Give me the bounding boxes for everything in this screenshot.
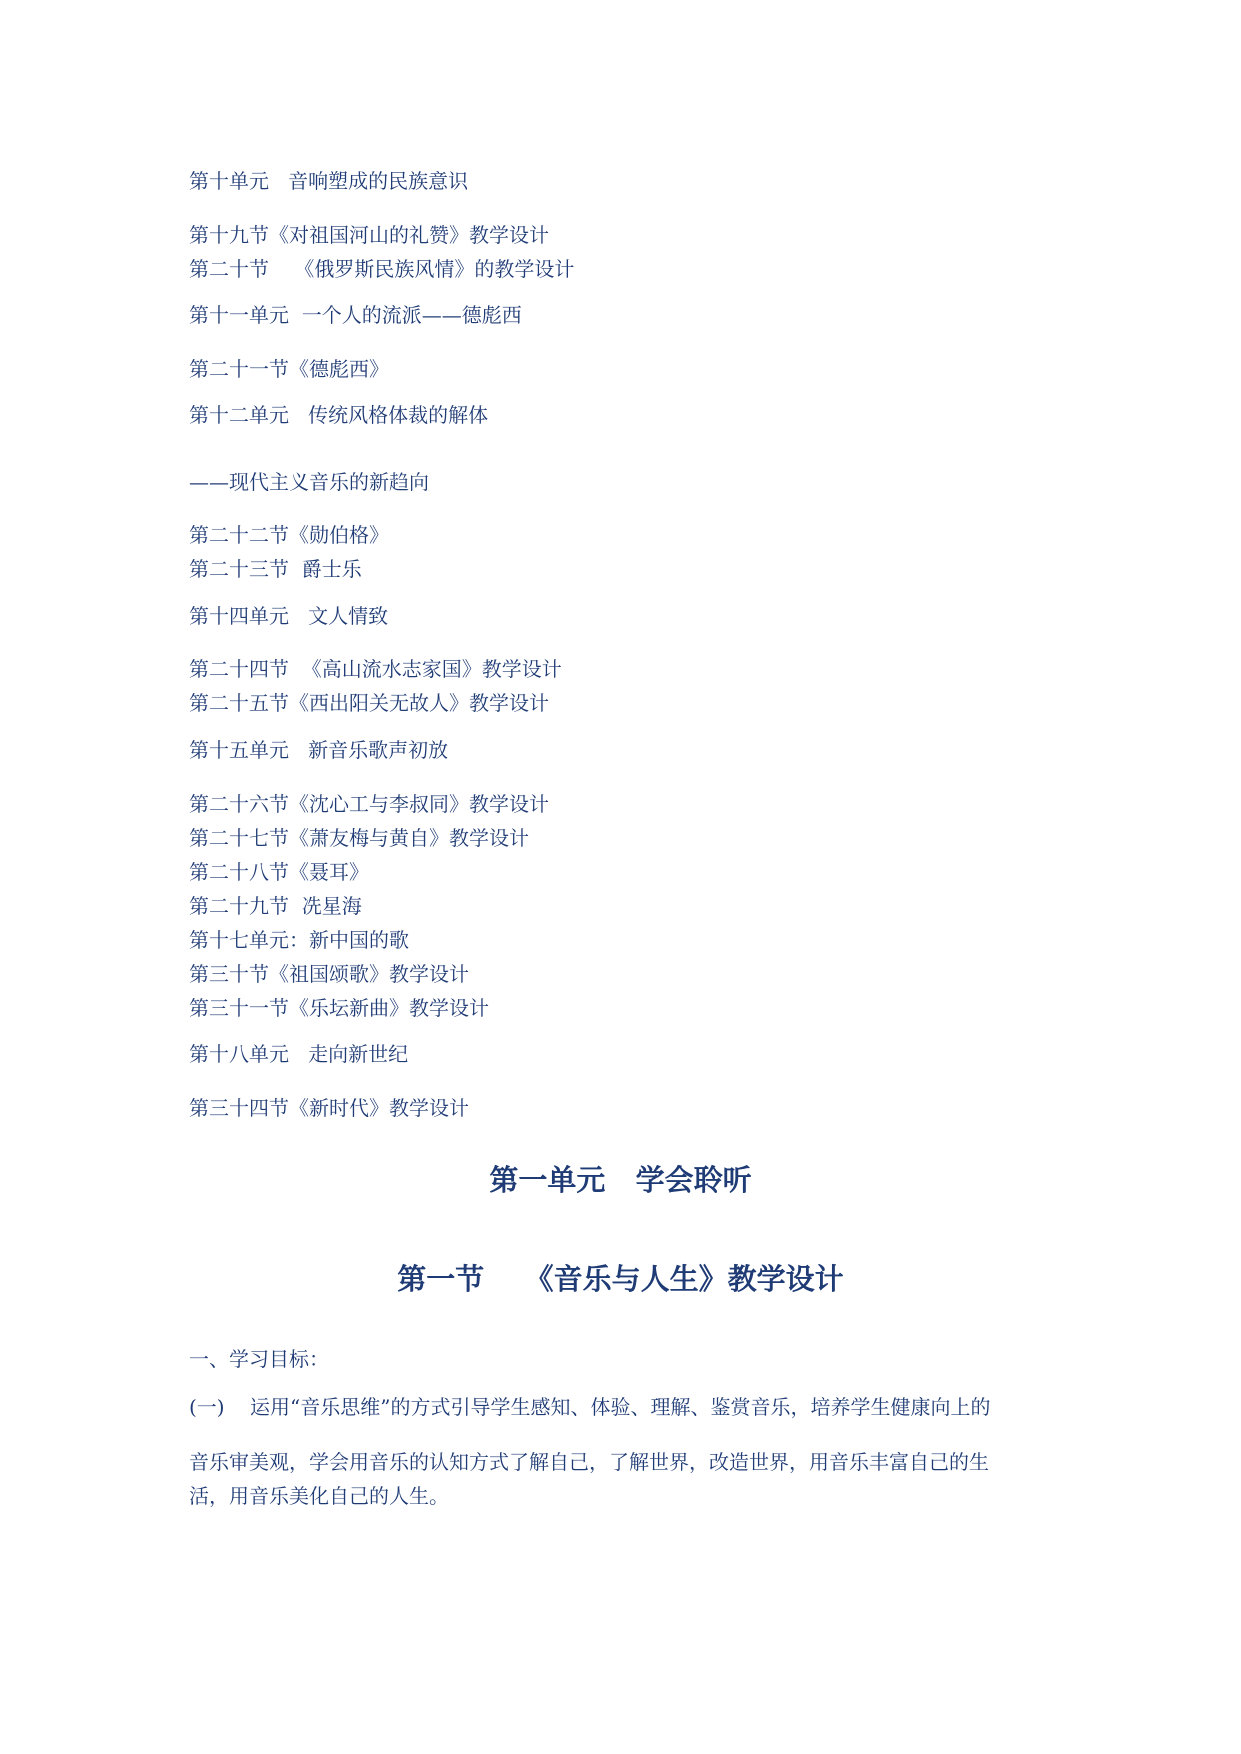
toc-section-27: 第二十七节《萧友梅与黄自》教学设计 [189,826,529,850]
objectives-label: 一、学习目标： [189,1347,329,1371]
toc-section-31: 第三十一节《乐坛新曲》教学设计 [189,996,489,1020]
toc-unit-15: 第十五单元 新音乐歌声初放 [189,738,449,762]
toc-unit-17: 第十七单元：新中国的歌 [189,928,409,952]
objective-paragraph-line-1: (一) 运用“音乐思维”的方式引导学生感知、体验、理解、鉴赏音乐，培养学生健康向上的 [189,1395,991,1419]
toc-section-28: 第二十八节《聂耳》 [189,860,369,884]
toc-section-25: 第二十五节《西出阳关无故人》教学设计 [189,691,549,715]
toc-unit-10: 第十单元 音响塑成的民族意识 [189,169,469,193]
toc-section-22: 第二十二节《勋伯格》 [189,523,389,547]
toc-section-19: 第十九节《对祖国河山的礼赞》教学设计 [189,223,549,247]
toc-unit-12-subtitle: ——现代主义音乐的新趋向 [189,470,429,494]
section-heading: 第一节 《音乐与人生》教学设计 [397,1262,844,1296]
toc-section-23: 第二十三节 爵士乐 [189,557,362,581]
toc-section-20: 第二十节 《俄罗斯民族风情》的教学设计 [189,257,575,281]
toc-unit-11: 第十一单元 一个人的流派——德彪西 [189,303,522,327]
toc-unit-18: 第十八单元 走向新世纪 [189,1042,409,1066]
toc-section-29: 第二十九节 冼星海 [189,894,362,918]
toc-section-34: 第三十四节《新时代》教学设计 [189,1096,469,1120]
objective-paragraph-line-2: 音乐审美观，学会用音乐的认知方式了解自己，了解世界，改造世界，用音乐丰富自己的生 [189,1450,989,1474]
toc-unit-14: 第十四单元 文人情致 [189,604,389,628]
toc-section-21: 第二十一节《德彪西》 [189,357,389,381]
objective-paragraph-line-3: 活，用音乐美化自己的人生。 [189,1484,449,1508]
toc-section-24: 第二十四节 《高山流水志家国》教学设计 [189,657,562,681]
toc-section-26: 第二十六节《沈心工与李叔同》教学设计 [189,792,549,816]
toc-section-30: 第三十节《祖国颂歌》教学设计 [189,962,469,986]
toc-unit-12: 第十二单元 传统风格体裁的解体 [189,403,489,427]
unit-heading: 第一单元 学会聆听 [489,1163,752,1197]
